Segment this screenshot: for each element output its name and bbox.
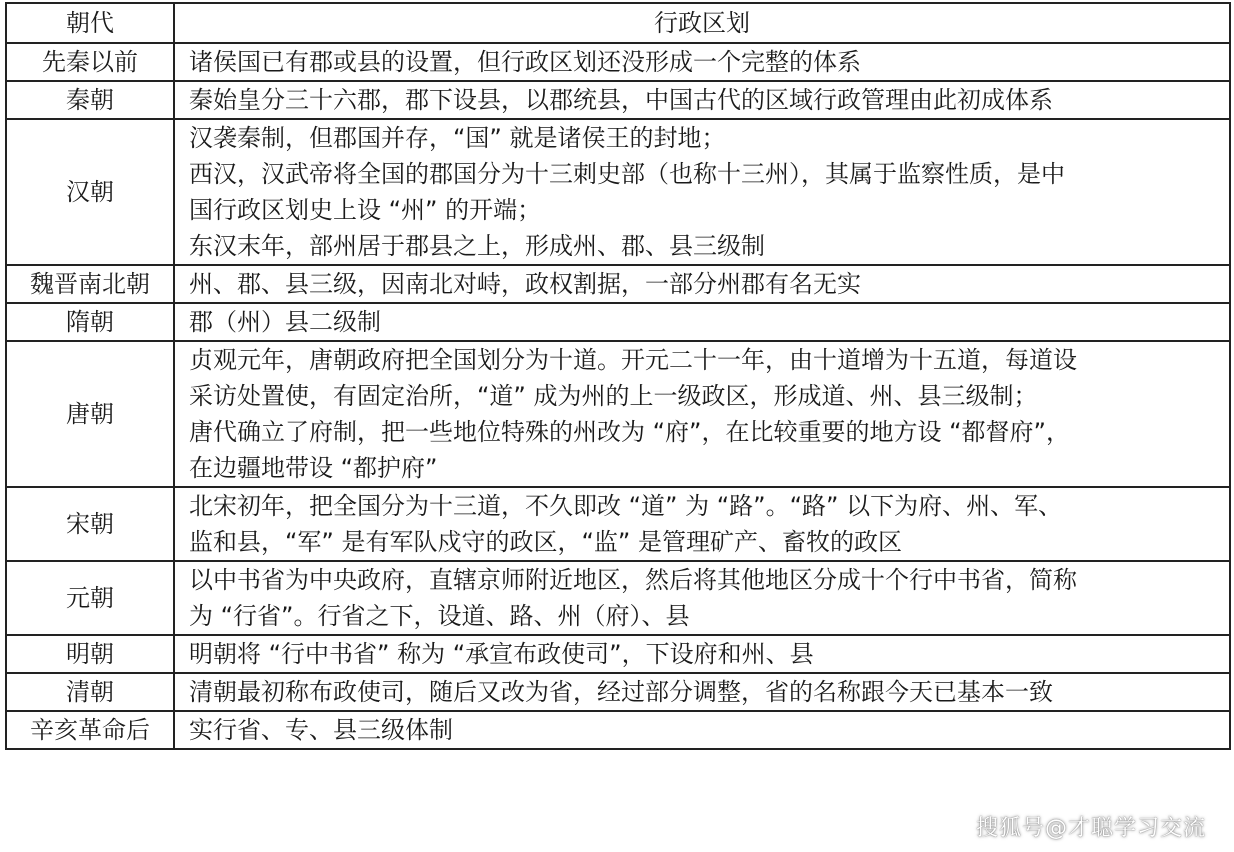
dynasty-cell: 唐朝 [6,341,174,487]
division-text-line: 为 “行省”。行省之下，设道、路、州（府）、县 [189,602,690,630]
division-cell [174,711,1230,749]
table-header-row [6,3,1230,43]
table-body [6,43,1230,749]
dynasty-cell: 先秦以前 [6,43,174,81]
dynasty-cell: 隋朝 [6,303,174,341]
dynasty-cell: 汉朝 [6,119,174,265]
division-text-line: 秦始皇分三十六郡，郡下设县，以郡统县，中国古代的区域行政管理由此初成体系 [189,86,1053,114]
division-cell [174,81,1230,119]
table-row [6,673,1230,711]
division-cell [174,119,1230,265]
dynasty-cell: 明朝 [6,635,174,673]
division-text-line: 以中书省为中央政府，直辖京师附近地区，然后将其他地区分成十个行中书省，简称 [189,566,1077,594]
division-cell [174,341,1230,487]
table-row [6,265,1230,303]
division-cell [174,303,1230,341]
watermark: 搜狐号@才聪学习交流 [975,816,1206,841]
header-dynasty: 朝代 [6,3,174,43]
division-cell [174,265,1230,303]
division-text-line: 州、郡、县三级，因南北对峙，政权割据，一部分州郡有名无实 [189,270,861,298]
division-cell [174,487,1230,561]
division-text-line: 诸侯国已有郡或县的设置，但行政区划还没形成一个完整的体系 [189,48,861,76]
dynasty-cell: 元朝 [6,561,174,635]
division-cell [174,561,1230,635]
division-text-line: 郡（州）县二级制 [189,308,381,336]
division-cell [174,43,1230,81]
table-row [6,487,1230,561]
division-text-line: 明朝将 “行中书省” 称为 “承宣布政使司”，下设府和州、县 [189,640,814,668]
table-row [6,81,1230,119]
division-text-line: 在边疆地带设 “都护府” [189,454,438,482]
header-division: 行政区划 [174,3,1230,43]
dynasty-cell: 宋朝 [6,487,174,561]
table-row [6,711,1230,749]
table-row [6,303,1230,341]
table-row [6,341,1230,487]
division-text-line: 北宋初年，把全国分为十三道，不久即改 “道” 为 “路”。“路” 以下为府、州、军、 [189,492,1063,520]
table-row [6,43,1230,81]
table-row [6,119,1230,265]
division-text-line: 唐代确立了府制，把一些地位特殊的州改为 “府”，在比较重要的地方设 “都督府”， [189,418,1070,446]
division-text-line: 采访处置使，有固定治所，“道” 成为州的上一级政区，形成道、州、县三级制； [189,382,1038,410]
division-cell [174,673,1230,711]
table-row [6,561,1230,635]
dynasty-cell: 清朝 [6,673,174,711]
division-text-line: 东汉末年，部州居于郡县之上，形成州、郡、县三级制 [189,232,765,260]
dynasty-cell: 辛亥革命后 [6,711,174,749]
division-text-line: 监和县，“军” 是有军队戍守的政区，“监” 是管理矿产、畜牧的政区 [189,528,902,556]
dynasty-admin-table [5,2,1231,750]
division-text-line: 汉袭秦制，但郡国并存，“国” 就是诸侯王的封地； [189,124,726,152]
division-text-line: 贞观元年，唐朝政府把全国划分为十道。开元二十一年，由十道增为十五道，每道设 [189,346,1077,374]
division-text-line: 实行省、专、县三级体制 [189,716,453,744]
division-text-line: 西汉，汉武帝将全国的郡国分为十三刺史部（也称十三州），其属于监察性质，是中 [189,160,1065,188]
table-row [6,635,1230,673]
dynasty-cell: 秦朝 [6,81,174,119]
dynasty-cell: 魏晋南北朝 [6,265,174,303]
division-text-line: 清朝最初称布政使司，随后又改为省，经过部分调整，省的名称跟今天已基本一致 [189,678,1053,706]
division-text-line: 国行政区划史上设 “州” 的开端； [189,196,542,224]
division-cell [174,635,1230,673]
